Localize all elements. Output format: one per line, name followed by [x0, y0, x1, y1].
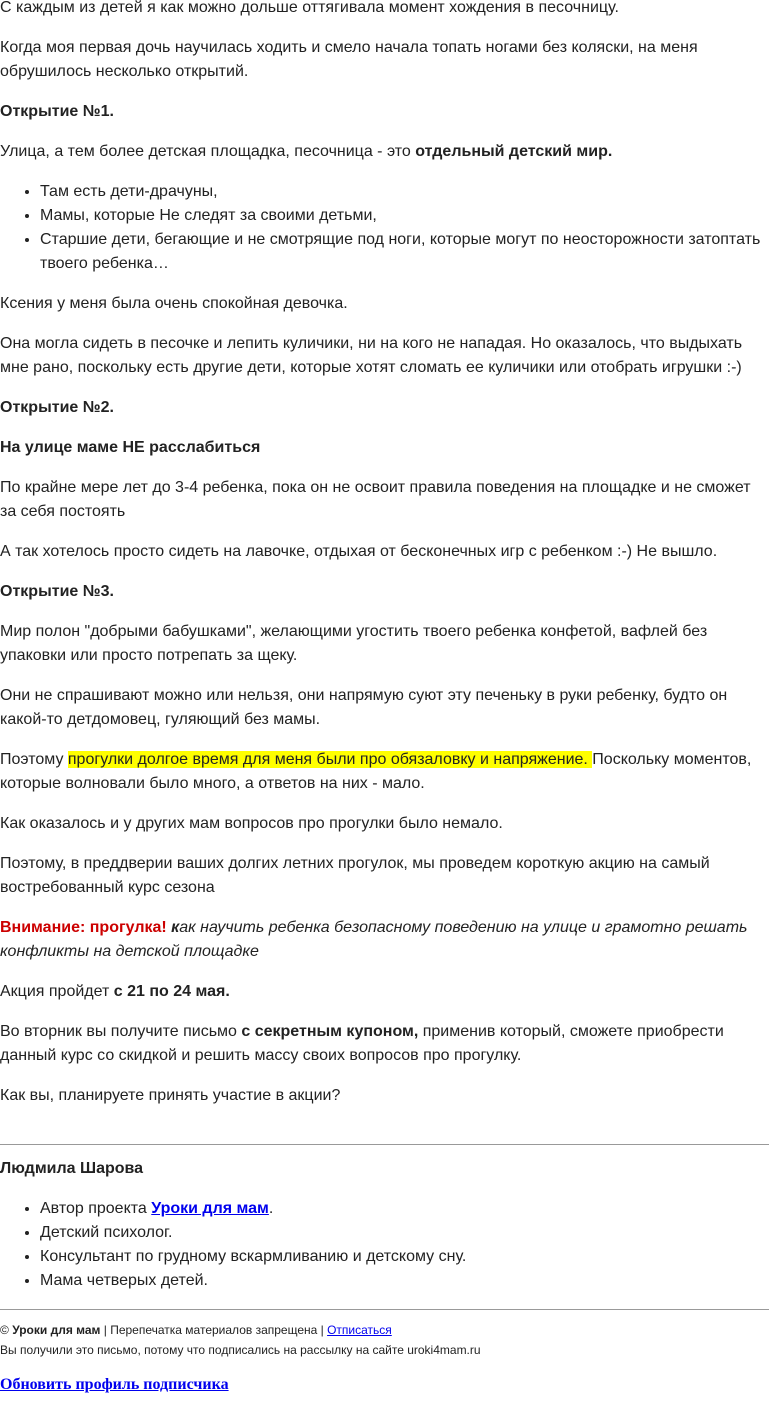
divider: [0, 1309, 769, 1310]
bold-span: с секретным купоном,: [241, 1023, 419, 1040]
copyright-symbol: ©: [0, 1323, 9, 1337]
discovery-3-title-text: Открытие №3.: [0, 583, 114, 600]
text-span: Поэтому: [0, 751, 68, 768]
paragraph-dates: [0, 980, 769, 1004]
list-item: [40, 1197, 769, 1221]
paragraph: Мир полон "добрыми бабушками", желающими угостить твоего ребенка конфетой, вафлей без упаковки или просто потрепать за щеку.: [0, 623, 708, 664]
discovery-1-title-text: Открытие №1.: [0, 103, 114, 120]
text-span: Во вторник вы получите письмо: [0, 1023, 242, 1040]
update-profile-link[interactable]: Обновить профиль подписчика: [0, 1376, 229, 1393]
paragraph: Они не спрашивают можно или нельзя, они напрямую суют эту печеньку в руки ребенку, будто он какой-то детдомовец, гуляющий без мамы.: [0, 687, 728, 728]
author-list: [0, 1197, 769, 1293]
highlighted-text: прогулки долгое время для меня были про обязаловку и напряжение.: [67, 751, 593, 768]
list-item: • Детский психолог.: [40, 1221, 769, 1245]
course-title-rest: ак научить ребенка безопасному поведению на улице и грамотно решать конфликты на детской площадке: [0, 919, 748, 960]
paragraph: Как оказалось и у других мам вопросов про прогулки было немало.: [0, 815, 503, 832]
footer-brand: Уроки для мам: [12, 1323, 101, 1337]
paragraph-tuesday: [0, 1020, 769, 1068]
paragraph: Ксения у меня была очень спокойная девочка.: [0, 295, 348, 312]
text-span: Акция пройдет: [0, 983, 114, 1000]
footer-line-1: [0, 1320, 769, 1340]
list-item: • Мама четверых детей.: [40, 1269, 769, 1293]
text-span: Поскольку моментов, которые волновали было много, а ответов на них - мало.: [0, 751, 752, 792]
project-link[interactable]: Уроки для мам: [151, 1200, 269, 1217]
list-item: • Старшие дети, бегающие и не смотрящие под ноги, которые могут по неосторожности затоптать твоего ребенка…: [40, 228, 769, 276]
unsubscribe-link[interactable]: Отписаться: [327, 1323, 392, 1337]
author-name-text: Людмила Шарова: [0, 1160, 144, 1177]
footer: [0, 1320, 769, 1360]
paragraph: С каждым из детей я как можно дольше оттягивала момент хождения в песочницу.: [0, 0, 619, 16]
paragraph: По крайне мере лет до 3-4 ребенка, пока он не освоит правила поведения на площадке и не сможет за себя постоять: [0, 479, 751, 520]
course-title-red: Внимание: прогулка!: [0, 919, 172, 936]
text-span: Автор проекта: [40, 1200, 152, 1217]
list-item: • Там есть дети-драчуны,: [40, 180, 769, 204]
bold-span: отдельный детский мир.: [415, 143, 613, 160]
footer-text: | Перепечатка материалов запрещена |: [100, 1323, 328, 1337]
text-span: Улица, а тем более детская площадка, песочница - это: [0, 143, 416, 160]
text-span: .: [268, 1200, 274, 1217]
discovery-2-subtitle-text: На улице маме НЕ расслабиться: [0, 439, 261, 456]
course-title: [0, 916, 769, 964]
paragraph: Поэтому, в преддверии ваших долгих летних прогулок, мы проведем короткую акцию на самый востребованный курс сезона: [0, 855, 710, 896]
text-span: применив который, сможете приобрести данный курс со скидкой и решить массу своих вопросов про прогулку.: [0, 1023, 724, 1064]
discovery-1-title: [0, 100, 769, 124]
course-title-initial: к: [171, 919, 180, 936]
discovery-2-subtitle: [0, 436, 769, 460]
discovery-1-list: [0, 180, 769, 276]
paragraph: А так хотелось просто сидеть на лавочке, отдыхая от бесконечных игр с ребенком :-) Не вышло.: [0, 543, 718, 560]
author-name: [0, 1157, 769, 1181]
discovery-2-title-text: Открытие №2.: [0, 399, 114, 416]
footer-notice: Вы получили это письмо, потому что подписались на рассылку на сайте uroki4mam.ru: [0, 1343, 481, 1357]
list-item: • Консультант по грудному вскармливанию и детскому сну.: [40, 1245, 769, 1269]
paragraph: Она могла сидеть в песочке и лепить куличики, ни на кого не нападая. Но оказалось, что выдыхать мне рано, поскольку есть другие дети, которые хотят сломать ее куличики или отобрать игрушки :-): [0, 335, 743, 376]
discovery-1-text: [0, 140, 769, 164]
bold-span: с 21 по 24 мая.: [113, 983, 230, 1000]
update-profile: [0, 1376, 769, 1394]
paragraph: Когда моя первая дочь научилась ходить и смело начала топать ногами без коляски, на меня обрушилось несколько открытий.: [0, 39, 698, 80]
divider: [0, 1144, 769, 1145]
list-item: • Мамы, которые Не следят за своими детьми,: [40, 204, 769, 228]
discovery-2-title: [0, 396, 769, 420]
paragraph: Как вы, планируете принять участие в акции?: [0, 1087, 341, 1104]
discovery-3-title: [0, 580, 769, 604]
paragraph-walks: [0, 748, 769, 796]
